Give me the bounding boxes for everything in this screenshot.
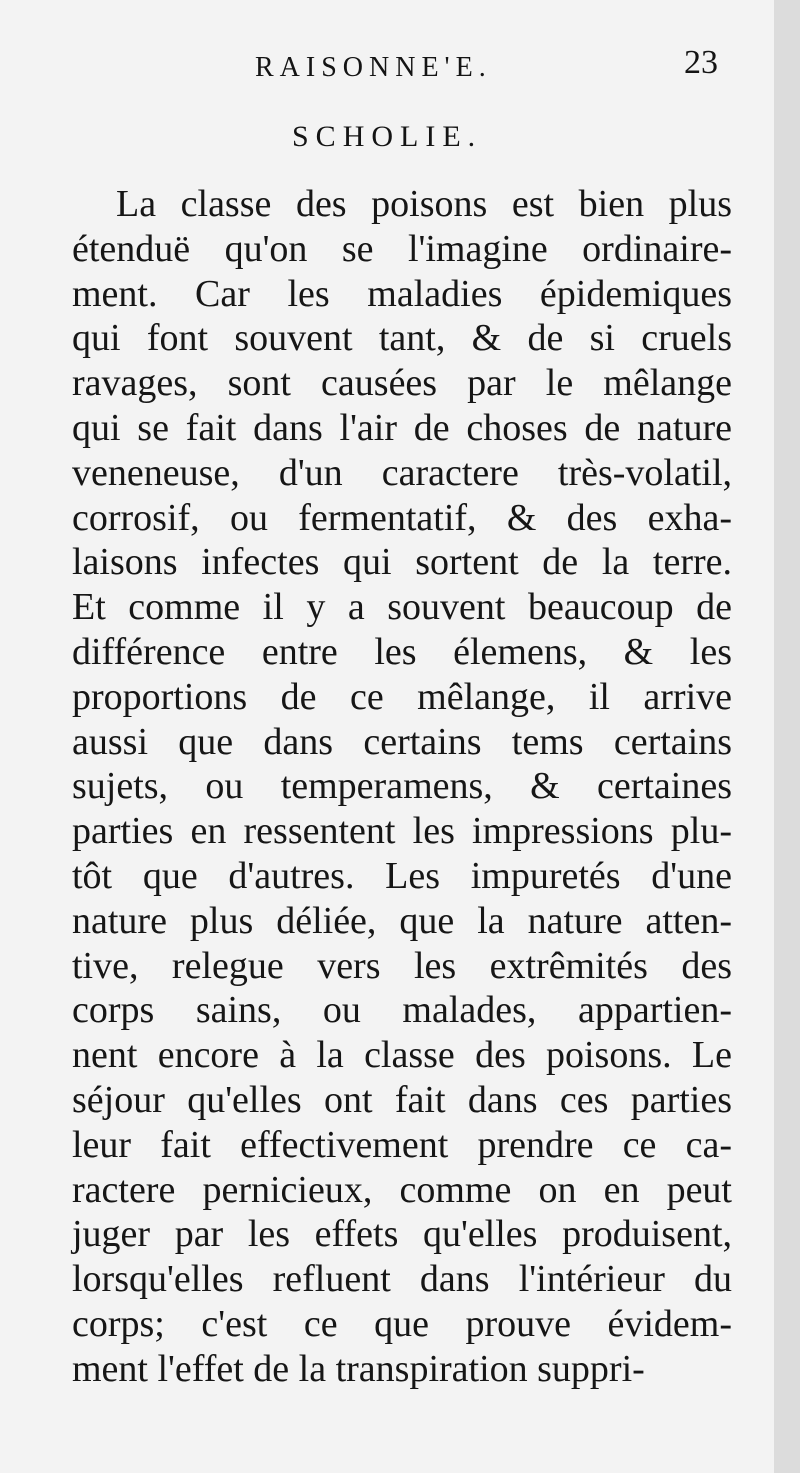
page-edge-shadow [774, 0, 800, 1473]
text-line: Et comme il y a souvent beaucoup de [72, 586, 732, 629]
text-line: laisons infectes qui sortent de la terre. [72, 541, 732, 584]
text-line: proportions de ce mêlange, il arrive [72, 675, 732, 718]
text-line: ment. Car les maladies épidemiques [72, 272, 732, 315]
text-line: parties en ressentent les impressions plu- [72, 810, 732, 853]
text-line: tive, relegue vers les extrêmités des [72, 944, 732, 987]
text-line: étenduë qu'on se l'imagine ordinaire- [72, 227, 732, 270]
body-text [72, 182, 732, 1392]
running-head: RAISONNE'E. [255, 52, 492, 83]
section-title: SCHOLIE. [292, 120, 483, 153]
text-line: nature plus déliée, que la nature atten- [72, 899, 732, 942]
page-number: 23 [684, 44, 718, 81]
text-line: lorsqu'elles refluent dans l'intérieur du [72, 1258, 732, 1301]
text-line: nent encore à la classe des poisons. Le [72, 1034, 732, 1077]
text-line: sujets, ou temperamens, & certaines [72, 765, 732, 808]
text-line: juger par les effets qu'elles produisent, [72, 1213, 732, 1256]
text-line: veneneuse, d'un caractere très-volatil, [72, 451, 732, 494]
text-line: leur fait effectivement prendre ce ca- [72, 1123, 732, 1166]
text-line: ractere pernicieux, comme on en peut [72, 1168, 732, 1211]
text-line: ravages, sont causées par le mêlange [72, 362, 732, 405]
text-line: corps sains, ou malades, appartien- [72, 989, 732, 1032]
text-line: qui se fait dans l'air de choses de nature [72, 406, 732, 449]
text-line: tôt que d'autres. Les impuretés d'une [72, 854, 732, 897]
text-line: corps; c'est ce que prouve évidem- [72, 1302, 732, 1345]
text-line: séjour qu'elles ont fait dans ces parties [72, 1078, 732, 1121]
text-line: qui font souvent tant, & de si cruels [72, 317, 732, 360]
text-line: aussi que dans certains tems certains [72, 720, 732, 763]
text-line: ment l'effet de la transpiration suppri- [72, 1347, 645, 1390]
text-line: corrosif, ou fermentatif, & des exha- [72, 496, 732, 539]
text-line: La classe des poisons est bien plus [116, 183, 732, 225]
text-line: différence entre les élemens, & les [72, 630, 732, 673]
